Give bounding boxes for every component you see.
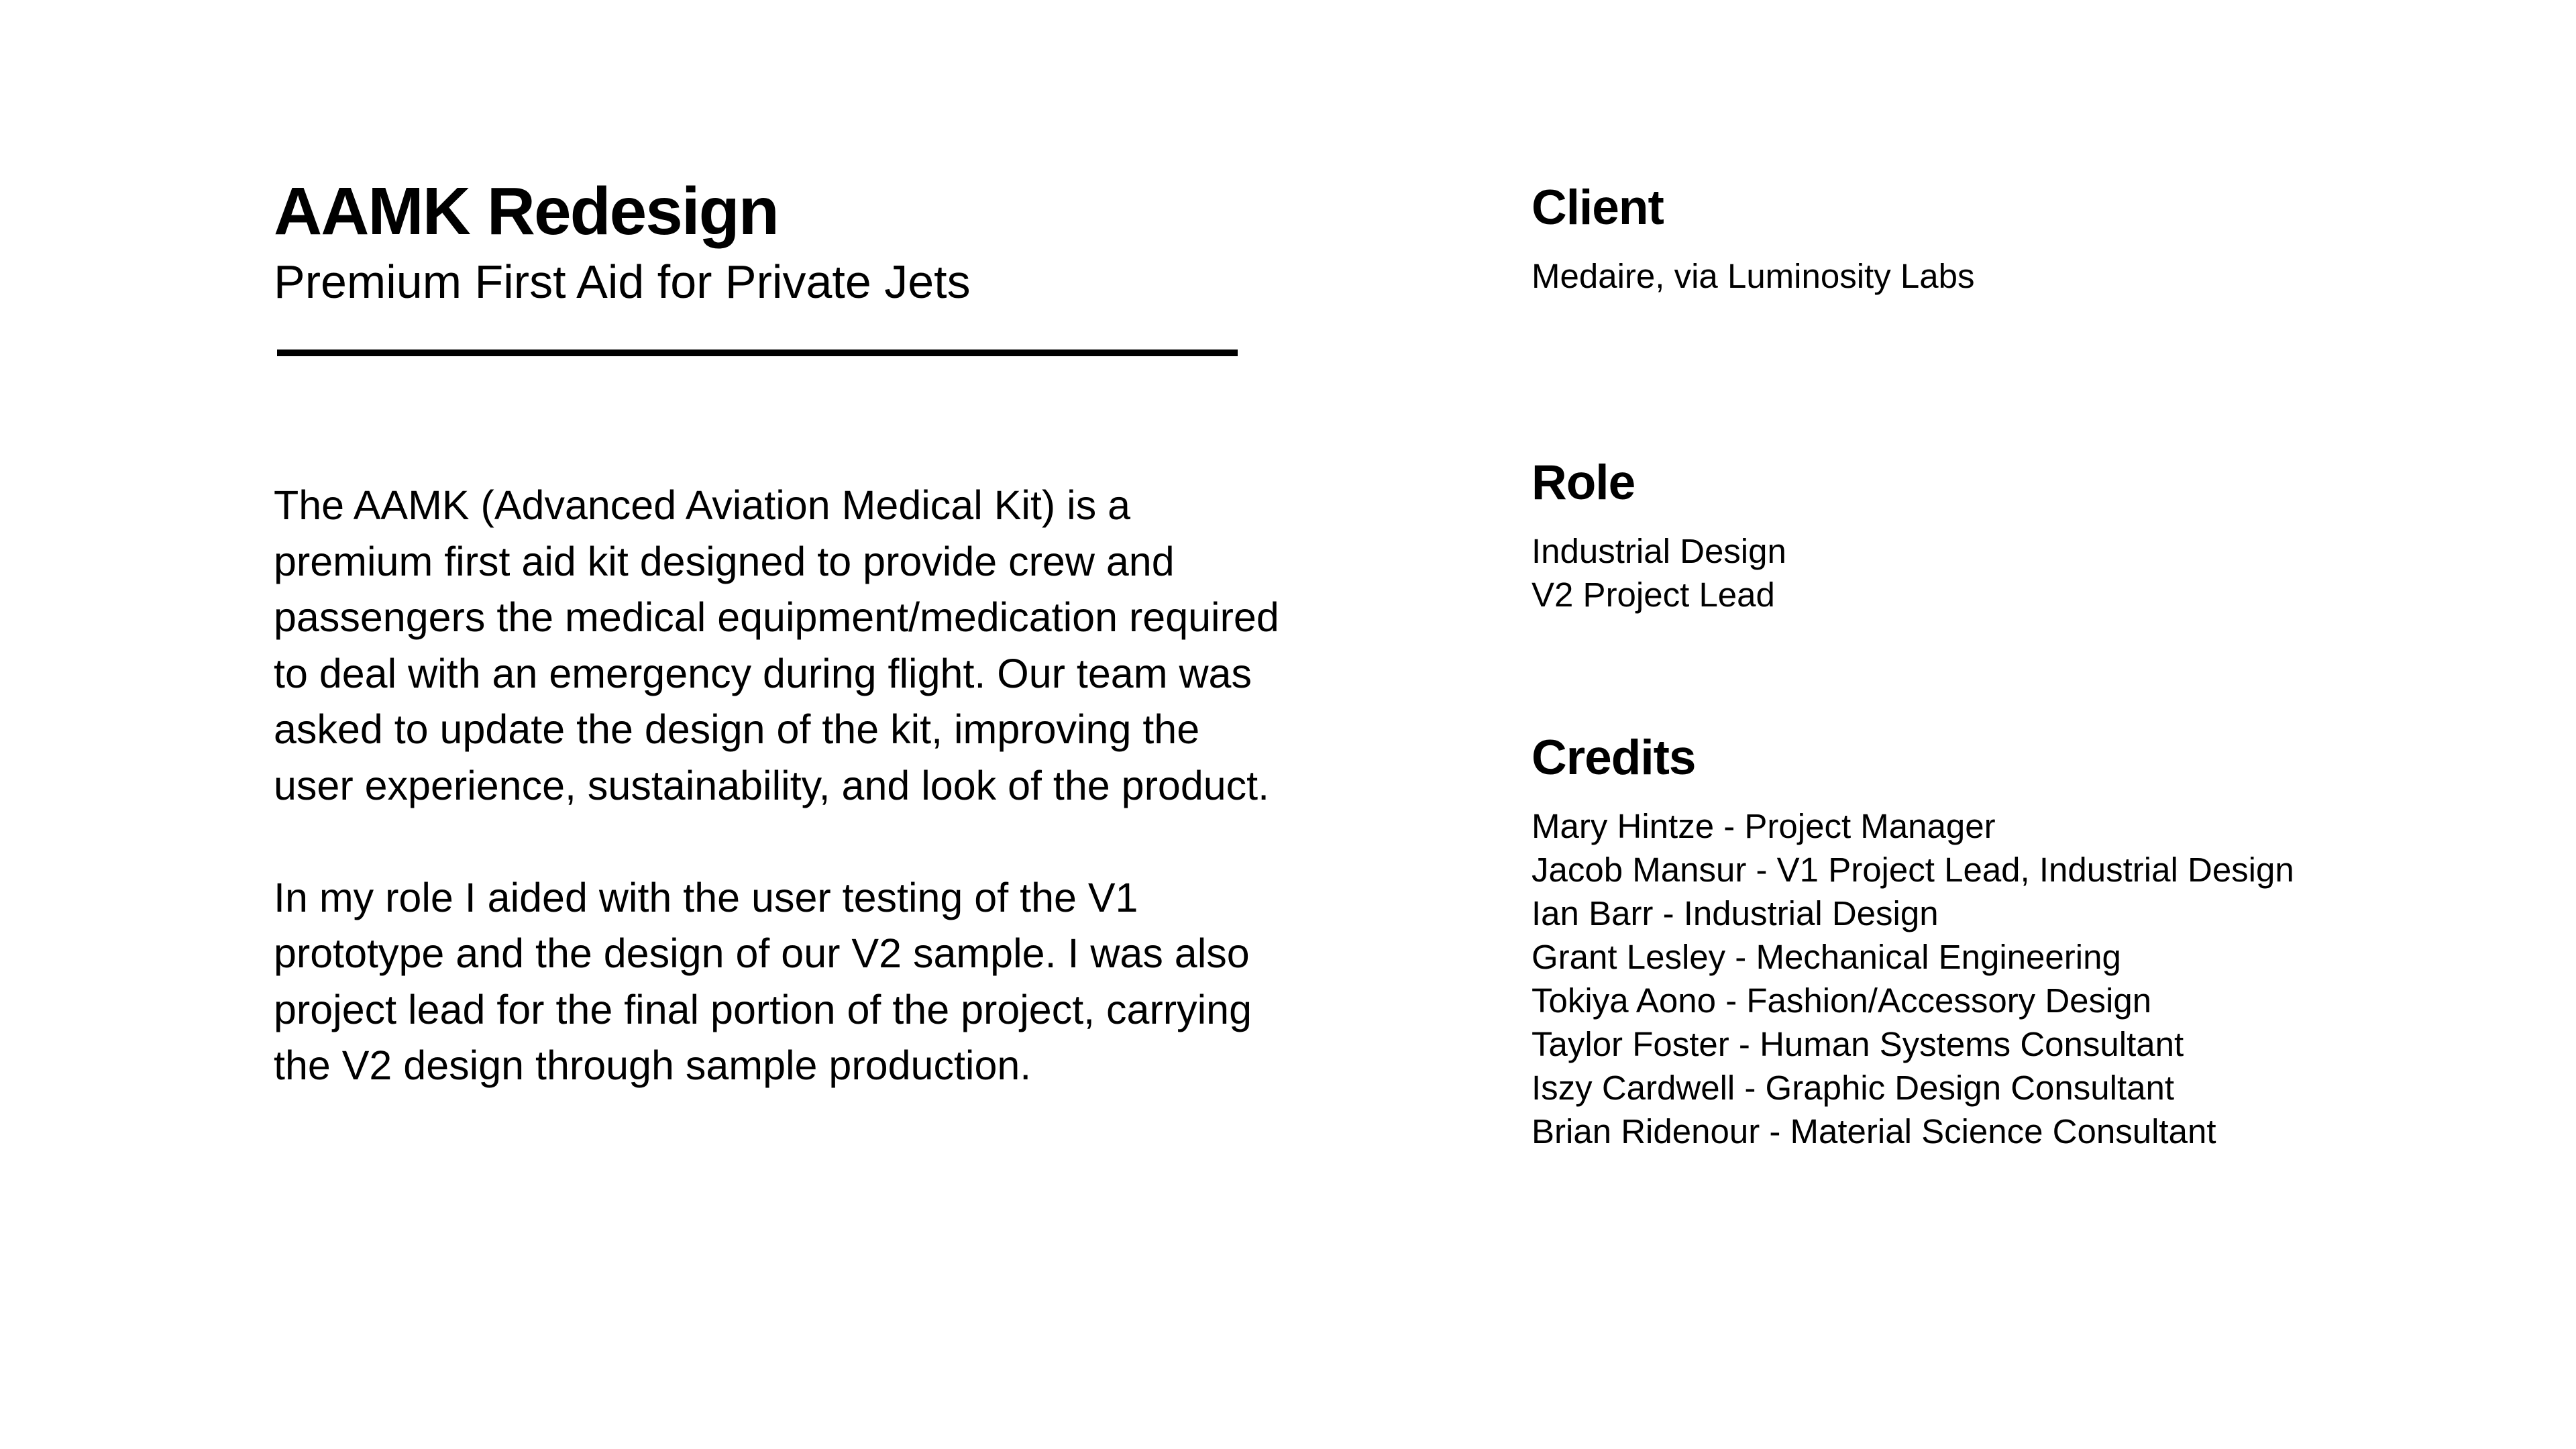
title-divider bbox=[277, 350, 1238, 356]
credit-item: Brian Ridenour - Material Science Consultant bbox=[1532, 1112, 2216, 1150]
credit-item: Grant Lesley - Mechanical Engineering bbox=[1532, 938, 2121, 976]
header bbox=[274, 171, 1280, 312]
credit-item: Taylor Foster - Human Systems Consultant bbox=[1532, 1025, 2184, 1063]
role-section bbox=[1532, 453, 2504, 616]
role-item: Industrial Design bbox=[1532, 532, 1786, 570]
role-heading: Role bbox=[1532, 455, 1635, 510]
page-subtitle: Premium First Aid for Private Jets bbox=[274, 256, 971, 308]
client-name: Medaire, via Luminosity Labs bbox=[1532, 257, 1975, 295]
description-paragraph: In my role I aided with the user testing of the V1 prototype and the design of our V2 sample. I was also project lead for the final portion of the project, carrying the V2 design through sample production. bbox=[274, 874, 1252, 1088]
role-item: V2 Project Lead bbox=[1532, 576, 1775, 614]
project-description bbox=[274, 478, 1280, 1094]
credit-item: Iszy Cardwell - Graphic Design Consultant bbox=[1532, 1069, 2175, 1107]
credit-item: Mary Hintze - Project Manager bbox=[1532, 807, 1996, 845]
client-heading: Client bbox=[1532, 180, 1664, 235]
credits-section bbox=[1532, 728, 2504, 1153]
credits-heading: Credits bbox=[1532, 731, 1696, 785]
client-section bbox=[1532, 178, 2504, 298]
credit-item: Tokiya Aono - Fashion/Accessory Design bbox=[1532, 981, 2152, 1020]
credit-item: Ian Barr - Industrial Design bbox=[1532, 894, 1939, 932]
credit-item: Jacob Mansur - V1 Project Lead, Industrial Design bbox=[1532, 851, 2294, 889]
page-title: AAMK Redesign bbox=[274, 174, 778, 249]
description-paragraph: The AAMK (Advanced Aviation Medical Kit) is a premium first aid kit designed to provide crew and passengers the medical equipment/medication required to deal with an emergency during flight. Our team was asked to update the design of the kit, improving the user experience, sustainability, and look of the product. bbox=[274, 482, 1279, 808]
